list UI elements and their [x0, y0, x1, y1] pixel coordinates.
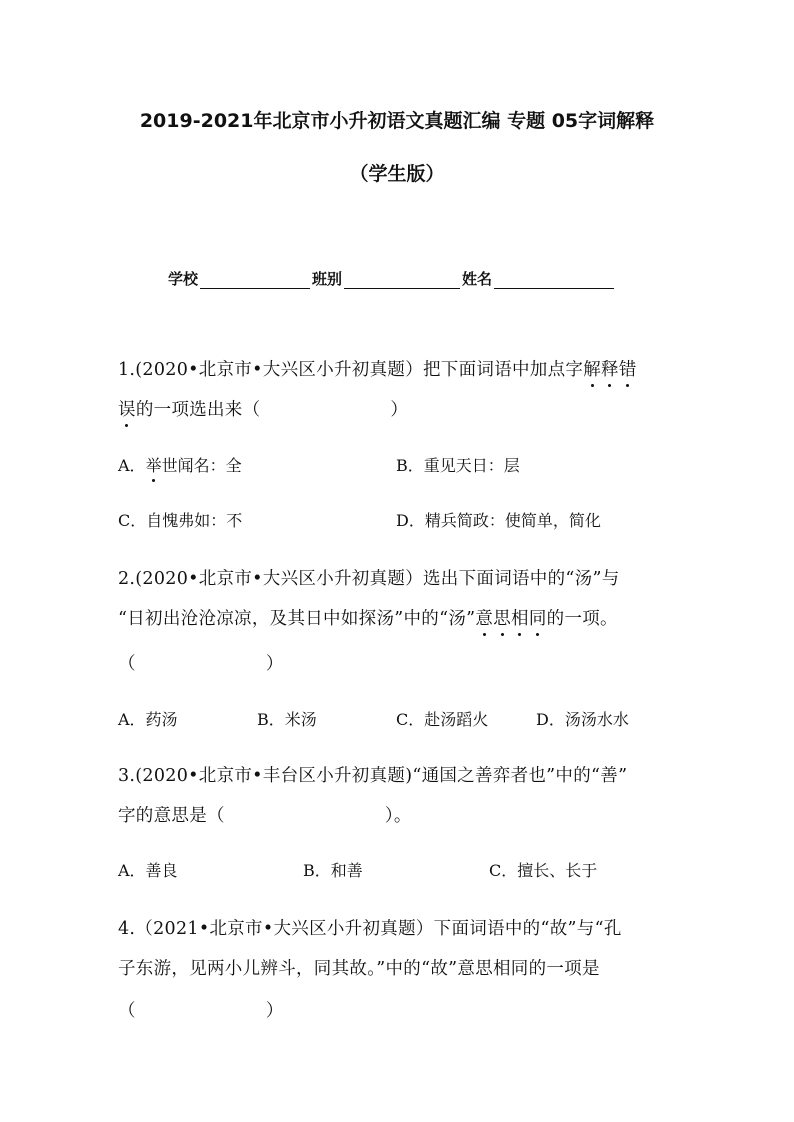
- q2-line2: [118, 605, 618, 630]
- q2-option-b[interactable]: B．米汤: [257, 710, 317, 729]
- q2-text: “日初出沧沧凉凉，及其日中如探汤”中的“汤”: [118, 609, 476, 629]
- option-letter: A．: [118, 456, 146, 475]
- q2-option-d[interactable]: D．汤汤水水: [536, 710, 629, 729]
- class-blank[interactable]: [344, 274, 460, 289]
- q3-text: 字的意思是（: [118, 806, 225, 826]
- q3-line1: 3.(2020•北京市•丰台区小升初真题)“通国之善弈者也”中的“善”: [118, 766, 628, 786]
- q4-close: ）: [265, 1001, 284, 1021]
- q2-dotted-char: 意: [475, 609, 494, 629]
- q1-close: ）: [390, 400, 409, 420]
- q2-close: ）: [265, 654, 284, 674]
- q2-option-c[interactable]: C．赴汤蹈火: [396, 710, 489, 729]
- q3-line2: [118, 802, 412, 827]
- q1-option-c[interactable]: C．自愧弗如：不: [118, 511, 243, 530]
- q2-dotted-char: 同: [528, 609, 547, 629]
- name-label: 姓名: [462, 270, 493, 288]
- q4-open: （: [118, 1001, 136, 1021]
- class-label: 班别: [312, 270, 343, 288]
- page-title: 2019-2021年北京市小升初语文真题汇编 专题 05字词解释: [139, 110, 655, 132]
- name-blank[interactable]: [494, 274, 614, 289]
- q1-dotted-char: 解: [583, 360, 602, 380]
- q3-option-c[interactable]: C．擅长、长于: [489, 861, 598, 880]
- q3-close: ）。: [384, 806, 412, 826]
- q4-line2: 子东游，见两小儿辨斗，同其故。”中的“故”意思相同的一项是: [118, 959, 600, 979]
- q1-line1: [118, 356, 637, 381]
- page-subtitle: （学生版）: [349, 163, 445, 185]
- q2-dotted-char: 相: [511, 609, 529, 629]
- q1-option-a[interactable]: [118, 453, 242, 476]
- q2-text: 的一项。: [546, 609, 618, 629]
- q1-text: 的一项选出来（: [135, 400, 261, 420]
- q2-option-a[interactable]: A．药汤: [118, 710, 178, 729]
- q2-open: （: [118, 654, 136, 674]
- q1-dotted-char: 错: [618, 360, 637, 380]
- q3-option-a[interactable]: A．善良: [118, 861, 178, 880]
- q3-option-b[interactable]: B．和善: [303, 861, 363, 880]
- q2-line1: 2.(2020•北京市•大兴区小升初真题）选出下面词语中的“汤”与: [118, 569, 620, 589]
- q4-line3: [118, 997, 284, 1022]
- q1-text: 1.(2020•北京市•大兴区小升初真题）把下面词语中加点字: [118, 360, 584, 380]
- q4-line1: 4.（2021•北京市•大兴区小升初真题）下面词语中的“故”与“孔: [118, 919, 622, 939]
- q2-line3: [118, 650, 284, 675]
- q1-dotted-char: 举: [145, 456, 162, 475]
- school-blank[interactable]: [200, 274, 310, 289]
- school-label: 学校: [168, 270, 199, 288]
- q1-dotted-char: 释: [601, 360, 619, 380]
- q1-line2: [118, 396, 408, 421]
- option-text: 世闻名：全: [161, 456, 242, 475]
- q1-dotted-char: 误: [118, 400, 136, 420]
- student-info-row: [168, 268, 616, 289]
- q1-option-d[interactable]: D．精兵简政：使简单，简化: [396, 511, 601, 530]
- q1-option-b[interactable]: B．重见天日：层: [396, 456, 520, 475]
- q2-dotted-char: 思: [493, 609, 512, 629]
